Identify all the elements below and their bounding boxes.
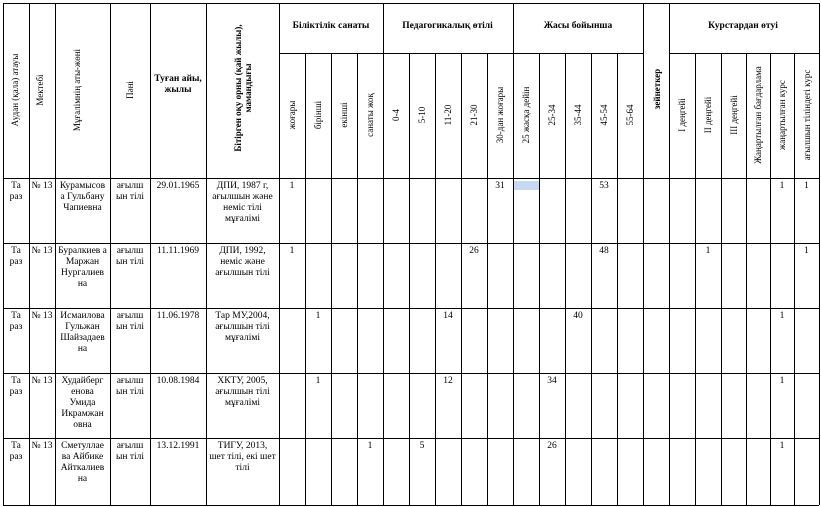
grid-line xyxy=(150,3,151,505)
header-school: Мектебі xyxy=(35,74,45,106)
subheader-course: І деңгейі xyxy=(677,98,687,132)
mark-cell-exp-30plus: 31 xyxy=(495,181,505,191)
subheader-age: 55-64 xyxy=(625,104,635,126)
birth-date-cell: 11.11.1969 xyxy=(156,246,200,256)
subheader-experience: 30-дан жоғары xyxy=(495,86,505,144)
grid-line xyxy=(539,53,540,505)
grid-line xyxy=(746,53,747,505)
teacher-name-cell: Сметуллае ва Айбике Айткалиев на xyxy=(60,441,105,484)
header-age: Жасы бойынша xyxy=(543,21,613,31)
header-education: Бітірген оқу орны (қай жылы), мамандығы xyxy=(233,24,253,152)
mark-cell-q-high: 1 xyxy=(289,181,295,191)
mark-cell-c-english: 1 xyxy=(804,181,809,191)
subject-cell: ағылш ын тілі xyxy=(115,181,144,202)
grid-line xyxy=(513,3,514,505)
birth-date-cell: 10.08.1984 xyxy=(156,376,200,386)
grid-line xyxy=(29,3,30,505)
subject-cell: ағылш ын тілі xyxy=(115,246,144,267)
mark-cell-age-45-54: 53 xyxy=(599,181,609,191)
subheader-experience: 21-30 xyxy=(469,104,479,126)
header-district: Аудан (қала) атауы xyxy=(10,53,20,127)
mark-cell-c-english: 1 xyxy=(804,246,809,256)
subheader-experience: 5-10 xyxy=(417,106,427,124)
mark-cell-age-45-54: 48 xyxy=(599,246,609,256)
mark-cell-exp-21-30: 26 xyxy=(469,246,479,256)
education-cell: ДПИ, 1987 г, ағылшын және неміс тілі мұғалімі xyxy=(212,181,273,224)
grid-line xyxy=(3,3,4,505)
grid-line xyxy=(3,178,819,179)
header-qualification: Біліктілік санаты xyxy=(292,21,370,31)
grid-line xyxy=(3,438,819,439)
subheader-qualification: екінші xyxy=(339,102,349,128)
grid-line xyxy=(3,3,819,4)
grid-line xyxy=(3,243,819,244)
grid-line xyxy=(331,53,332,505)
mark-cell-age-25-34: 26 xyxy=(547,441,557,451)
mark-cell-exp-11-20: 12 xyxy=(443,376,453,386)
grid-line xyxy=(110,3,111,505)
education-cell: ТИГУ, 2013, шет тілі, екі шет тілі xyxy=(209,441,276,473)
subheader-qualification: санаты жоқ xyxy=(365,93,375,137)
subject-cell: ағылш ын тілі xyxy=(115,441,144,462)
grid-line xyxy=(357,53,358,505)
school-cell: № 13 xyxy=(31,246,53,256)
education-cell: ХКТУ, 2005, ағылшын тілі мұғалімі xyxy=(215,376,270,408)
grid-line xyxy=(643,3,644,505)
subheader-qualification: жоғары xyxy=(287,100,297,130)
header-teacher: Мұғалімнің аты-жөні xyxy=(72,48,82,132)
grid-line xyxy=(513,53,643,54)
grid-line xyxy=(383,3,384,505)
subheader-experience: 0-4 xyxy=(391,109,401,121)
mark-cell-q-first: 1 xyxy=(315,311,321,321)
subheader-course: Жаңартылған бағдарлама xyxy=(753,66,763,164)
subheader-age: 25-34 xyxy=(547,104,557,126)
district-cell: Та раз xyxy=(9,376,23,397)
education-cell: ДПИ, 1992, неміс және ағылшын тілі xyxy=(215,246,270,278)
grid-line xyxy=(487,53,488,505)
subheader-age: 25 жасқа дейін xyxy=(521,86,531,144)
birth-date-cell: 11.06.1978 xyxy=(156,311,200,321)
grid-line xyxy=(206,3,207,505)
header-retired: зейнеткер xyxy=(652,68,662,110)
subheader-experience: 11-20 xyxy=(443,104,453,126)
mark-cell-c-updated: 1 xyxy=(779,311,785,321)
school-cell: № 13 xyxy=(31,181,53,191)
grid-line xyxy=(721,53,722,505)
teacher-name-cell: Худайберг енова Умида Икрамжан овна xyxy=(61,376,104,430)
grid-line xyxy=(669,3,670,505)
grid-line xyxy=(409,53,410,505)
birth-date-cell: 13.12.1991 xyxy=(156,441,200,451)
school-cell: № 13 xyxy=(31,441,53,451)
school-cell: № 13 xyxy=(31,376,53,386)
district-cell: Та раз xyxy=(9,311,23,332)
grid-line xyxy=(3,505,819,506)
school-cell: № 13 xyxy=(31,311,53,321)
selected-cell[interactable] xyxy=(514,181,539,190)
subject-cell: ағылш ын тілі xyxy=(115,311,144,332)
teacher-name-cell: Исмаилова Гульжан Шайзадаев на xyxy=(60,311,105,354)
grid-line xyxy=(435,53,436,505)
education-cell: Тар МУ,2004, ағылшын тілі мұғалімі xyxy=(215,311,270,343)
mark-cell-q-first: 1 xyxy=(315,376,321,386)
district-cell: Та раз xyxy=(9,246,23,267)
header-subject: Пәні xyxy=(125,81,135,99)
grid-line xyxy=(383,53,513,54)
subheader-qualification: бірінші xyxy=(313,100,323,130)
header-experience: Педагогикалық өтілі xyxy=(402,21,493,31)
header-birth: Туған айы, жылы xyxy=(154,74,202,95)
subheader-age: 35-44 xyxy=(573,104,583,126)
header-courses: Курстардан өтуі xyxy=(708,21,778,31)
grid-line xyxy=(3,308,819,309)
grid-line xyxy=(669,53,819,54)
subheader-course: жаңартылған курс xyxy=(777,80,787,150)
grid-line xyxy=(3,373,819,374)
mark-cell-c-updated: 1 xyxy=(779,441,785,451)
teacher-name-cell: Курамысов а Гульбану Чапиевна xyxy=(59,181,106,213)
district-cell: Та раз xyxy=(9,181,23,202)
mark-cell-c-updated: 1 xyxy=(779,376,785,386)
subject-cell: ағылш ын тілі xyxy=(115,376,144,397)
mark-cell-exp-11-20: 14 xyxy=(443,311,453,321)
grid-line xyxy=(617,53,618,505)
grid-line xyxy=(819,3,820,505)
mark-cell-exp-5-10: 5 xyxy=(419,441,425,451)
grid-line xyxy=(565,53,566,505)
grid-line xyxy=(770,53,771,505)
teacher-name-cell: Буралкиев а Маржан Нургалиев на xyxy=(58,246,107,289)
subheader-age: 45-54 xyxy=(599,104,609,126)
grid-line xyxy=(695,53,696,505)
mark-cell-q-none: 1 xyxy=(367,441,373,451)
mark-cell-c-updated: 1 xyxy=(779,181,785,191)
grid-line xyxy=(461,53,462,505)
mark-cell-q-high: 1 xyxy=(289,246,295,256)
subheader-course: ағылшын тіліндегі курс xyxy=(801,69,812,161)
subheader-course: ІІ деңгейі xyxy=(703,96,713,134)
mark-cell-age-35-44: 40 xyxy=(573,311,583,321)
birth-date-cell: 29.01.1965 xyxy=(156,181,200,191)
grid-line xyxy=(305,53,306,505)
mark-cell-age-25-34: 34 xyxy=(547,376,557,386)
grid-line xyxy=(591,53,592,505)
subheader-course: ІІІ деңгейі xyxy=(728,95,739,135)
grid-line xyxy=(55,3,56,505)
grid-line xyxy=(794,53,795,505)
district-cell: Та раз xyxy=(9,441,23,462)
mark-cell-c-level2: 1 xyxy=(705,246,711,256)
